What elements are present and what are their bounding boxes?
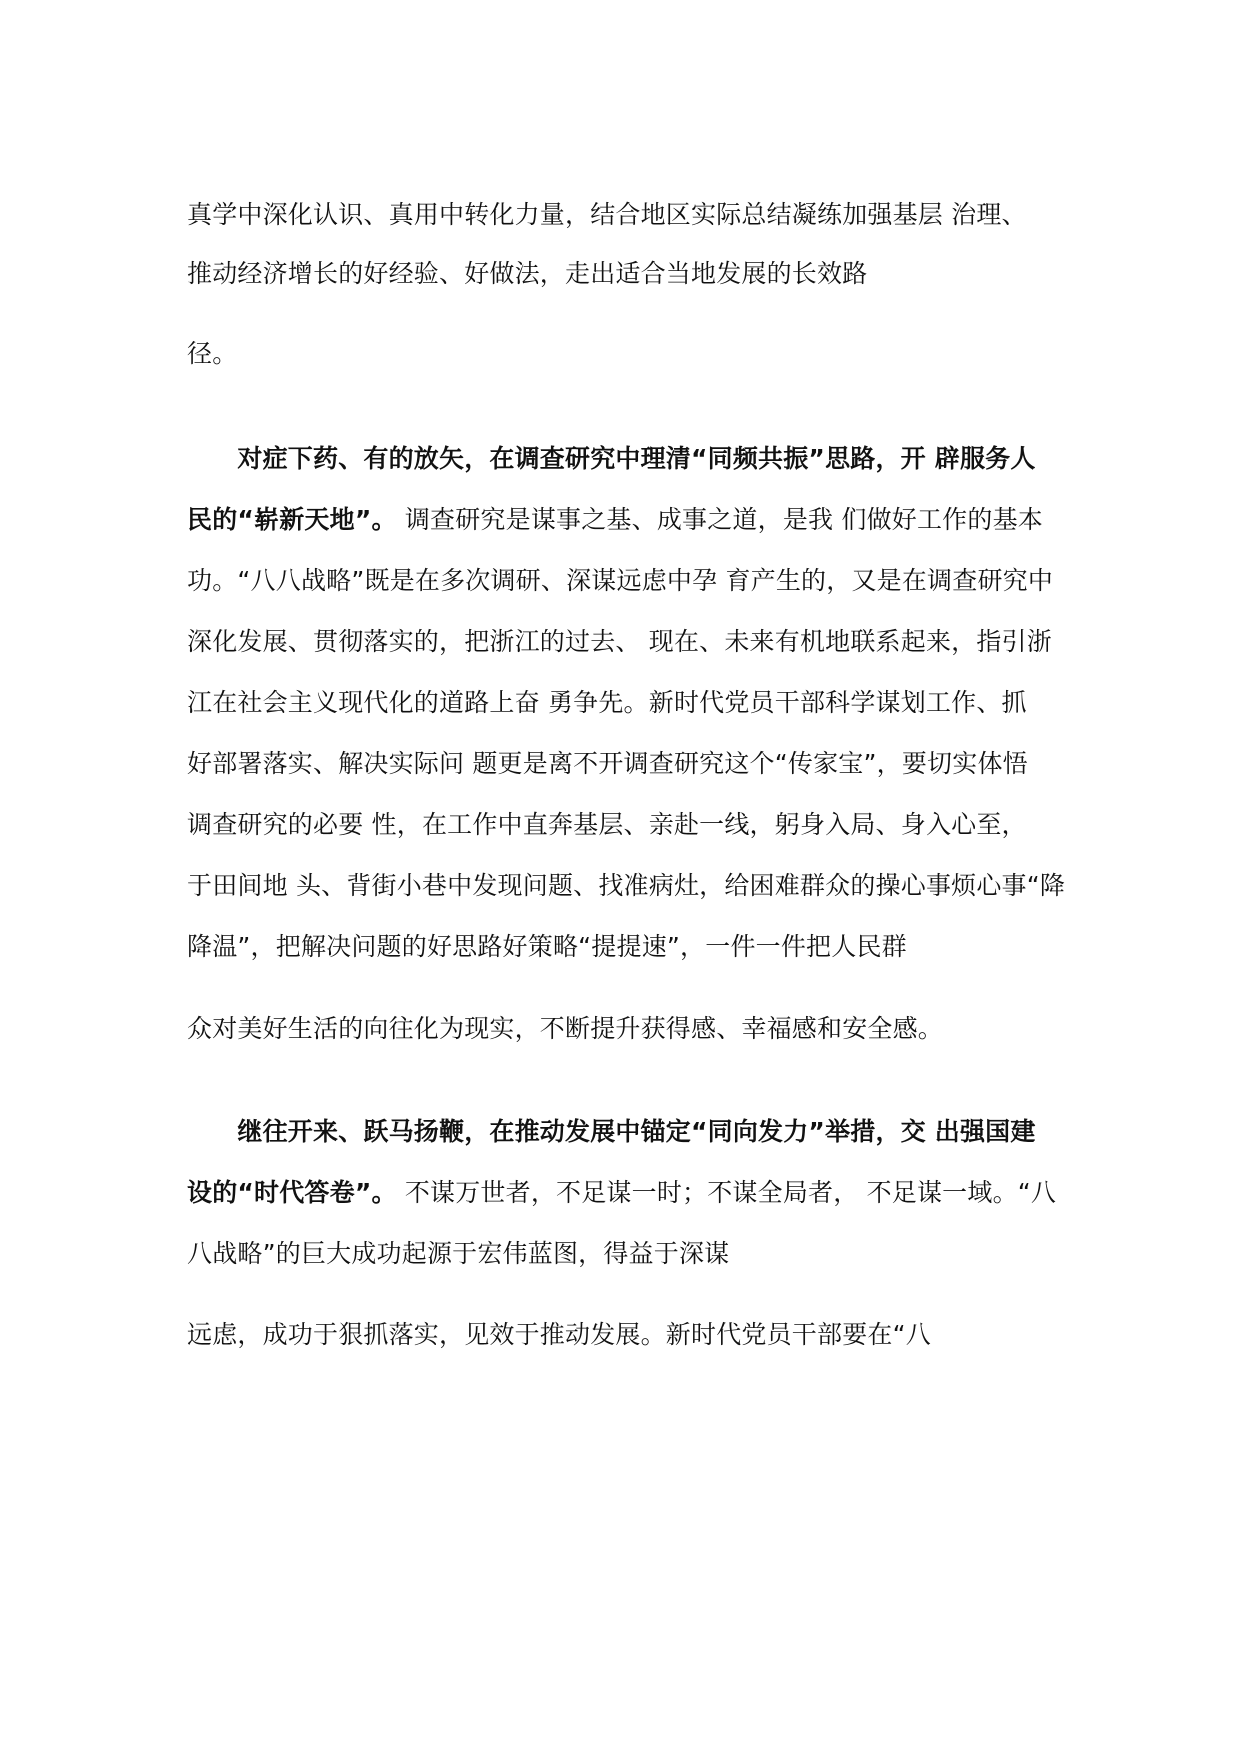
paragraph-line (187, 747, 1028, 781)
text-run: 推动经济增长的好经验、好做法，走出适合当地发展的长效路 (187, 259, 868, 288)
paragraph-line (187, 337, 237, 371)
text-run: 于田间地 头、背街小巷中发现问题、找准病灶，给困难群众的操心事烦心事“降 (187, 871, 1066, 900)
text-run: 降温”，把解决问题的好思路好策略“提提速”，一件一件把人民群 (187, 932, 907, 961)
paragraph-line (187, 442, 1036, 476)
paragraph-line (187, 625, 1052, 659)
paragraph-line (187, 1012, 943, 1046)
bold-heading-run: 对症下药、有的放矢，在调查研究中理清“同频共振”思路，开 辟服务人 (187, 444, 1036, 473)
text-run: 调查研究的必要 性，在工作中直奔基层、亲赴一线，躬身入局、身入心至， (187, 810, 1027, 839)
paragraph-line (187, 686, 1027, 720)
bold-heading-run: 设的“时代答卷”。 (187, 1178, 397, 1207)
text-run: 调查研究是谋事之基、成事之道，是我 们做好工作的基本 (396, 505, 1043, 534)
paragraph-line (187, 930, 907, 964)
paragraph-line (187, 1115, 1036, 1149)
text-run: 八战略”的巨大成功起源于宏伟蓝图，得益于深谋 (187, 1239, 730, 1268)
text-run: 不谋万世者，不足谋一时；不谋全局者， 不足谋一域。“八 (396, 1178, 1057, 1207)
text-run: 深化发展、贯彻落实的，把浙江的过去、 现在、未来有机地联系起来，指引浙 (187, 627, 1052, 656)
paragraph-line (187, 257, 867, 291)
paragraph-line (187, 564, 1053, 598)
paragraph-line (187, 503, 1043, 537)
paragraph-line (187, 1237, 729, 1271)
paragraph-line (187, 198, 1027, 232)
bold-heading-run: 民的“崭新天地”。 (187, 505, 397, 534)
paragraph-line (187, 869, 1065, 903)
bold-heading-run: 继往开来、跃马扬鞭，在推动发展中锚定“同向发力”举措，交 出强国建 (187, 1117, 1036, 1146)
text-run: 江在社会主义现代化的道路上奋 勇争先。新时代党员干部科学谋划工作、抓 (187, 688, 1027, 717)
text-run: 真学中深化认识、真用中转化力量，结合地区实际总结凝练加强基层 治理、 (187, 200, 1027, 229)
text-run: 众对美好生活的向往化为现实，不断提升获得感、幸福感和安全感。 (187, 1014, 944, 1043)
paragraph-line (187, 1318, 931, 1352)
paragraph-line (187, 808, 1027, 842)
paragraph-line (187, 1176, 1056, 1210)
text-run: 好部署落实、解决实际问 题更是离不开调查研究这个“传家宝”，要切实体悟 (187, 749, 1028, 778)
text-run: 远虑，成功于狠抓落实，见效于推动发展。新时代党员干部要在“八 (187, 1320, 931, 1349)
text-run: 径。 (187, 339, 238, 368)
text-run: 功。“八八战略”既是在多次调研、深谋远虑中孕 育产生的，又是在调查研究中 (187, 566, 1054, 595)
